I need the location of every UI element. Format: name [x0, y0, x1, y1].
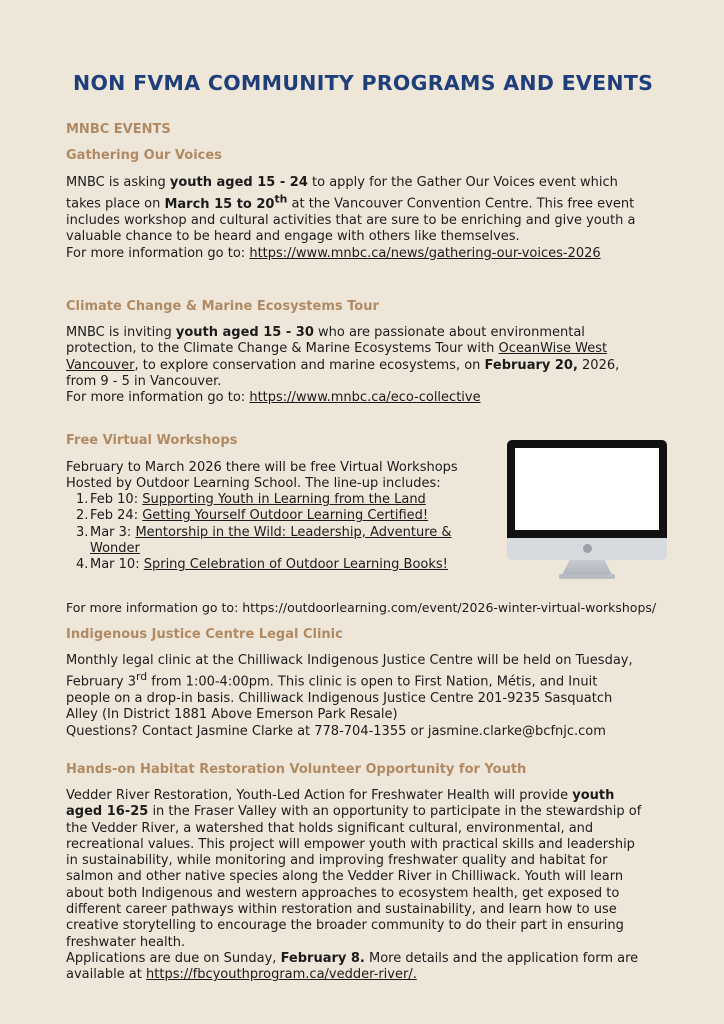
text: in the Fraser Valley with an opportunity to participate in the stewardship of the Vedder River, a watershed that holds significant cultural, environmental, and recreational values. This project will empower youth with practical skills and leadership in sustainability, while monitoring and improving freshwater quality and habitat for salmon and other native species along the Vedder River in Chilliwack. Youth will learn about both Indigenous and western approaches to ecosystem health, get exposed to different career pathways within restoration and sustainability, and learn how to use creative storytelling to encourage the broader community to do their part in ensuring freshwater health. [66, 804, 642, 950]
list-number: 2. [76, 508, 89, 524]
emphasis: February 8. [280, 950, 365, 966]
page-title: NON FVMA COMMUNITY PROGRAMS AND EVENTS [73, 71, 654, 95]
workshop-link[interactable]: Mentorship in the Wild: Leadership, Adventure & Wonder [90, 524, 452, 556]
text: MNBC is asking [66, 175, 170, 190]
legal-clinic-text [66, 653, 644, 740]
text: Applications are due on Sunday, [66, 950, 281, 966]
section-title-gathering-our-voices: Gathering Our Voices [66, 148, 222, 163]
section-title-legal-clinic: Indigenous Justice Centre Legal Clinic [66, 627, 343, 642]
text: to apply for the Gather Our Voices event which takes place on [66, 175, 618, 212]
workshop-link[interactable]: Supporting Youth in Learning from the Land [142, 492, 426, 507]
text: Vedder River Restoration, Youth-Led Action for Freshwater Health will provide [66, 788, 573, 803]
monitor-display [515, 448, 659, 530]
list-item [66, 492, 486, 508]
section-title-virtual-workshops: Free Virtual Workshops [66, 433, 238, 448]
list-item [66, 557, 486, 573]
clinic-contact: Questions? Contact Jasmine Clarke at 778-704-1355 or jasmine.clarke@bcfnjc.com [66, 723, 606, 739]
workshop-link[interactable]: Getting Yourself Outdoor Learning Certified! [142, 508, 429, 524]
emphasis: February 20, [484, 357, 578, 373]
text: who are passionate about environmental protection, to the Climate Change & Marine Ecosystems Tour with [66, 325, 585, 357]
emphasis: youth aged 15 - 30 [175, 325, 314, 340]
text: More details and the application form are available at [66, 950, 639, 983]
text: March 15 to 20 [164, 196, 275, 212]
superscript: th [274, 192, 288, 206]
workshop-date: Mar 10: [90, 557, 144, 573]
monitor-screen [507, 440, 667, 538]
list-item [66, 508, 486, 524]
vedder-river-link[interactable]: https://fbcyouthprogram.ca/vedder-river/. [146, 967, 417, 983]
workshop-date: Feb 10: [90, 492, 143, 507]
emphasis: youth aged 15 - 24 [169, 175, 308, 190]
desktop-monitor-icon [507, 440, 667, 584]
workshops-more-info: For more information go to: https://outdoorlearning.com/event/2026-winter-virtual-workshops/ [66, 600, 657, 615]
climate-change-text [66, 325, 644, 406]
superscript: rd [136, 670, 148, 684]
monitor-chin [507, 538, 667, 560]
workshop-list [66, 492, 486, 573]
section-title-climate-change: Climate Change & Marine Ecosystems Tour [66, 299, 379, 314]
emphasis [164, 192, 288, 212]
text: Monthly legal clinic at the Chilliwack Indigenous Justice Centre will be held on Tuesday, February 3 [66, 653, 633, 690]
workshop-date: Mar 3: [90, 524, 136, 540]
monitor-base [559, 574, 615, 579]
gathering-our-voices-link[interactable]: https://www.mnbc.ca/news/gathering-our-voices-2026 [249, 245, 601, 261]
list-number: 3. [76, 524, 89, 540]
text: 2026, from 9 - 5 in Vancouver. [66, 357, 620, 389]
text: at the Vancouver Convention Centre. This free event includes workshop and cultural activities that are sure to be enriching and give youth a valuable chance to be heard and engage with others like themselves. [66, 196, 636, 245]
monitor-logo-dot [583, 544, 592, 553]
workshop-date: Feb 24: [90, 508, 143, 524]
emphasis: youth aged 16-25 [66, 788, 615, 820]
oceanwise-link[interactable]: OceanWise West Vancouver [66, 341, 608, 373]
text: from 1:00-4:00pm. This clinic is open to First Nation, Métis, and Inuit people on a drop-in basis. Chilliwack Indigenous Justice Centre 201-9235 Sasquatch Alley (In District 1881 Above Emerson Park Resale) [66, 674, 613, 723]
category-heading: MNBC EVENTS [66, 122, 171, 137]
workshop-link[interactable]: Spring Celebration of Outdoor Learning Books! [143, 557, 448, 573]
text: MNBC is inviting [66, 325, 176, 340]
habitat-restoration-text [66, 788, 646, 984]
section-title-habitat-restoration: Hands-on Habitat Restoration Volunteer Opportunity for Youth [66, 762, 527, 777]
text: For more information go to: [66, 245, 250, 261]
workshops-intro: February to March 2026 there will be free Virtual Workshops Hosted by Outdoor Learning School. The line-up includes: [66, 460, 458, 492]
text: For more information go to: [66, 390, 250, 406]
monitor-stand [562, 560, 612, 575]
list-number: 4. [76, 557, 89, 573]
list-number: 1. [76, 492, 89, 507]
gathering-our-voices-text [66, 175, 644, 262]
list-item [66, 525, 486, 558]
eco-collective-link[interactable]: https://www.mnbc.ca/eco-collective [249, 390, 481, 406]
text: , to explore conservation and marine ecosystems, on [134, 357, 485, 373]
